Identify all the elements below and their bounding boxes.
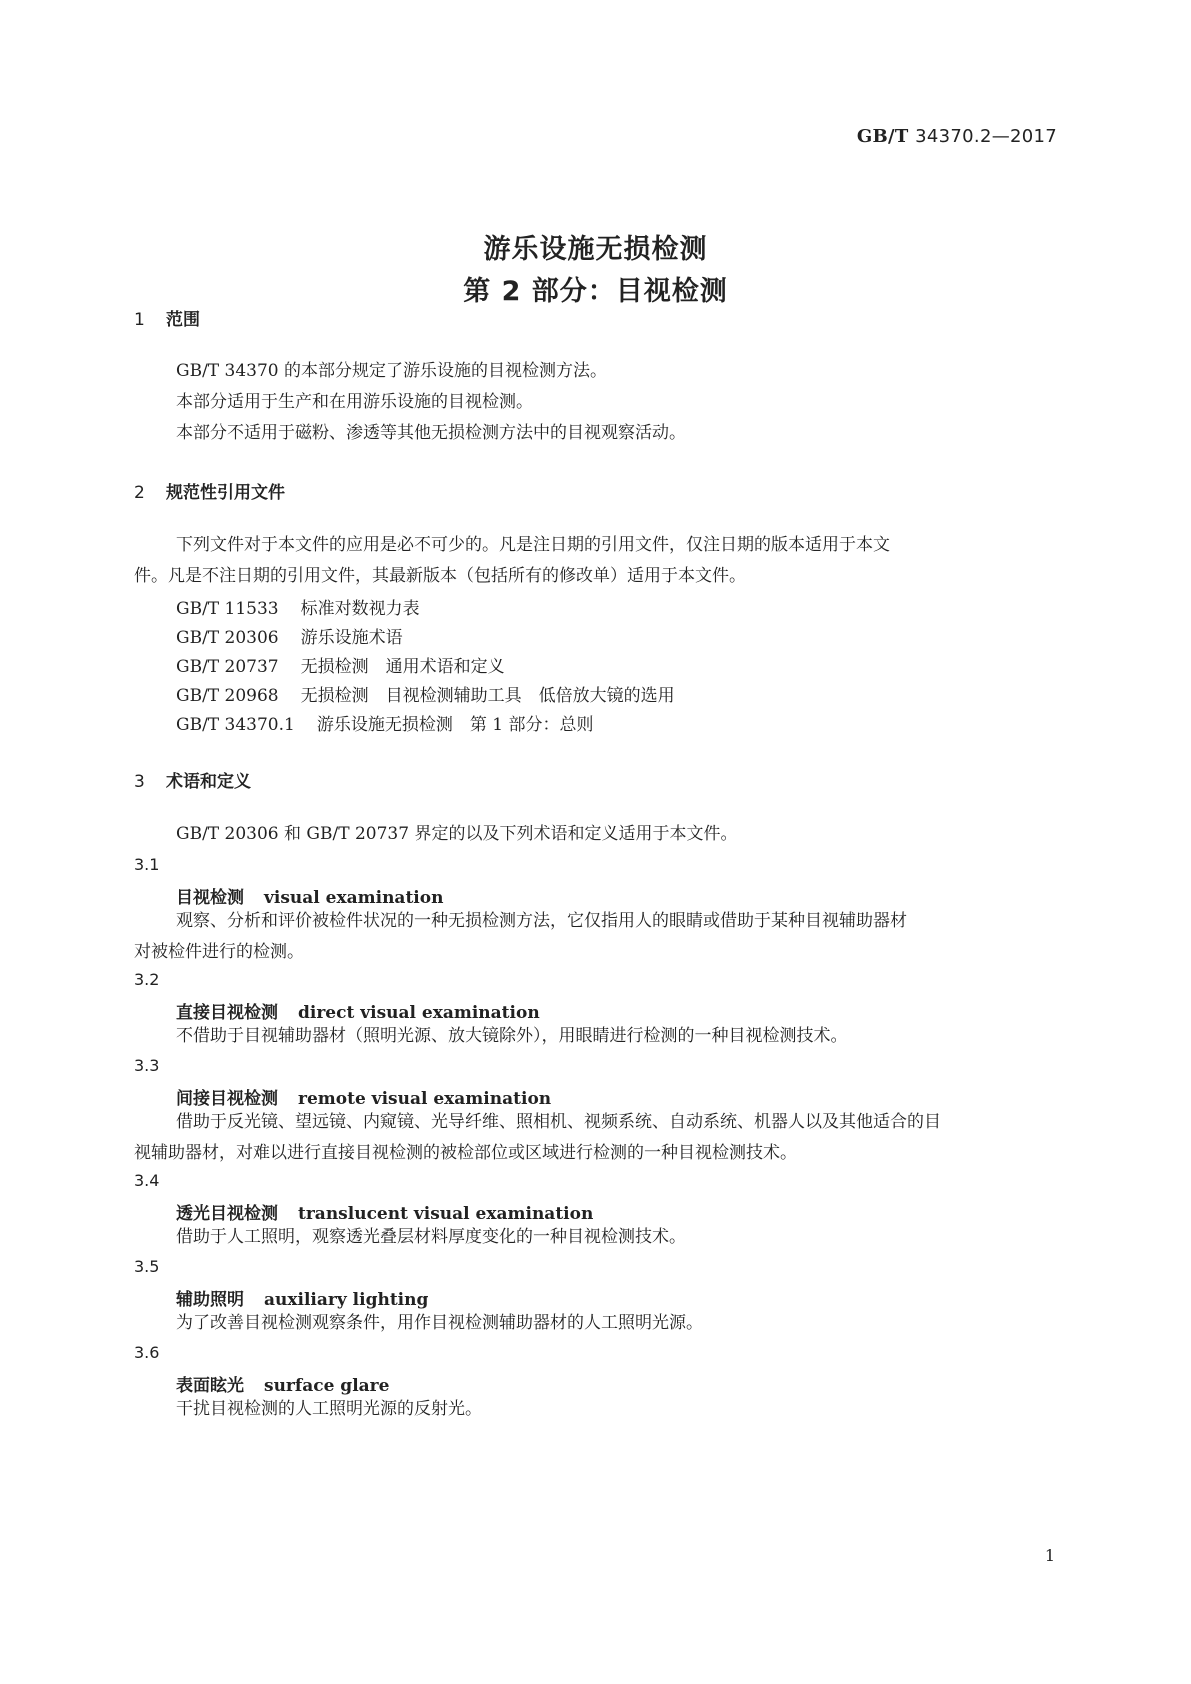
reference-code: GB/T 20306 xyxy=(176,628,279,648)
reference-item xyxy=(176,710,593,735)
term-en: surface glare xyxy=(264,1376,390,1396)
term-zh: 表面眩光 xyxy=(176,1376,244,1396)
term-definition xyxy=(176,1222,1056,1253)
term-en: translucent visual examination xyxy=(298,1204,594,1224)
term-zh: 目视检测 xyxy=(176,888,244,908)
definition-line: 借助于反光镜、望远镜、内窥镜、光导纤维、照相机、视频系统、自动系统、机器人以及其他适合的目 xyxy=(176,1112,941,1132)
section-number: 3 xyxy=(134,772,145,792)
term-zh: 直接目视检测 xyxy=(176,1003,278,1023)
term-definition xyxy=(134,906,1056,968)
page-number: 1 xyxy=(1044,1546,1055,1565)
term-title xyxy=(176,1199,593,1224)
document-subtitle: 第 2 部分：目视检测 xyxy=(463,276,728,307)
paragraph: GB/T 20306 和 GB/T 20737 界定的以及下列术语和定义适用于本文件。 xyxy=(176,824,738,844)
term-definition xyxy=(176,1021,1056,1052)
paragraph: 件。凡是不注日期的引用文件，其最新版本（包括所有的修改单）适用于本文件。 xyxy=(134,566,746,586)
paragraph: 本部分适用于生产和在用游乐设施的目视检测。 xyxy=(176,392,533,412)
paragraph: 下列文件对于本文件的应用是必不可少的。凡是注日期的引用文件，仅注日期的版本适用于本文 xyxy=(176,535,890,555)
term-zh: 间接目视检测 xyxy=(176,1089,278,1109)
term-number: 3.5 xyxy=(134,1257,160,1276)
term-en: visual examination xyxy=(264,888,444,908)
section-number: 2 xyxy=(134,483,145,503)
reference-code: GB/T 34370.1 xyxy=(176,715,295,735)
term-zh: 透光目视检测 xyxy=(176,1204,278,1224)
definition-line: 对被检件进行的检测。 xyxy=(134,942,304,962)
reference-code: GB/T 20968 xyxy=(176,686,279,706)
reference-code: GB/T 20737 xyxy=(176,657,279,677)
definition-line: 观察、分析和评价被检件状况的一种无损检测方法，它仅指用人的眼睛或借助于某种目视辅助器材 xyxy=(176,911,907,931)
term-en: remote visual examination xyxy=(298,1089,552,1109)
standard-code xyxy=(857,126,1057,147)
term-title xyxy=(176,883,443,908)
definition-line: 不借助于目视辅助器材（照明光源、放大镜除外），用眼睛进行检测的一种目视检测技术。 xyxy=(176,1026,848,1046)
paragraph: 本部分不适用于磁粉、渗透等其他无损检测方法中的目视观察活动。 xyxy=(176,423,686,443)
standard-prefix: GB/T xyxy=(856,126,909,147)
section-number: 1 xyxy=(134,310,145,330)
reference-code: GB/T 11533 xyxy=(176,599,279,619)
reference-item xyxy=(176,594,420,619)
reference-title: 游乐设施无损检测 第 1 部分：总则 xyxy=(316,715,594,735)
term-definition xyxy=(134,1107,1056,1169)
term-title xyxy=(176,998,540,1023)
definition-line: 视辅助器材，对难以进行直接目视检测的被检部位或区域进行检测的一种目视检测技术。 xyxy=(134,1143,797,1163)
term-en: auxiliary lighting xyxy=(264,1290,429,1310)
definition-line: 借助于人工照明，观察透光叠层材料厚度变化的一种目视检测技术。 xyxy=(176,1227,686,1247)
reference-title: 无损检测 目视检测辅助工具 低倍放大镜的选用 xyxy=(300,686,675,706)
reference-item xyxy=(176,623,403,648)
section-2-heading xyxy=(134,478,285,503)
term-definition xyxy=(176,1308,1056,1339)
term-number: 3.4 xyxy=(134,1171,160,1190)
term-en: direct visual examination xyxy=(298,1003,540,1023)
term-number: 3.6 xyxy=(134,1343,160,1362)
reference-item xyxy=(176,681,675,706)
section-1-heading xyxy=(134,305,200,330)
term-definition xyxy=(176,1394,1056,1425)
reference-item xyxy=(176,652,505,677)
term-zh: 辅助照明 xyxy=(176,1290,244,1310)
term-number: 3.1 xyxy=(134,855,160,874)
section-title: 规范性引用文件 xyxy=(166,483,285,503)
term-title xyxy=(176,1371,389,1396)
term-number: 3.2 xyxy=(134,970,160,989)
definition-line: 为了改善目视检测观察条件，用作目视检测辅助器材的人工照明光源。 xyxy=(176,1313,703,1333)
document-title: 游乐设施无损检测 xyxy=(483,234,708,265)
standard-number: 34370.2—2017 xyxy=(915,126,1057,147)
reference-title: 标准对数视力表 xyxy=(300,599,420,619)
section-title: 范围 xyxy=(166,310,200,330)
definition-line: 干扰目视检测的人工照明光源的反射光。 xyxy=(176,1399,482,1419)
term-title xyxy=(176,1084,551,1109)
reference-title: 无损检测 通用术语和定义 xyxy=(300,657,505,677)
section-title: 术语和定义 xyxy=(166,772,251,792)
term-title xyxy=(176,1285,428,1310)
paragraph: GB/T 34370 的本部分规定了游乐设施的目视检测方法。 xyxy=(176,361,608,381)
reference-title: 游乐设施术语 xyxy=(300,628,403,648)
section-3-heading xyxy=(134,767,251,792)
term-number: 3.3 xyxy=(134,1056,160,1075)
